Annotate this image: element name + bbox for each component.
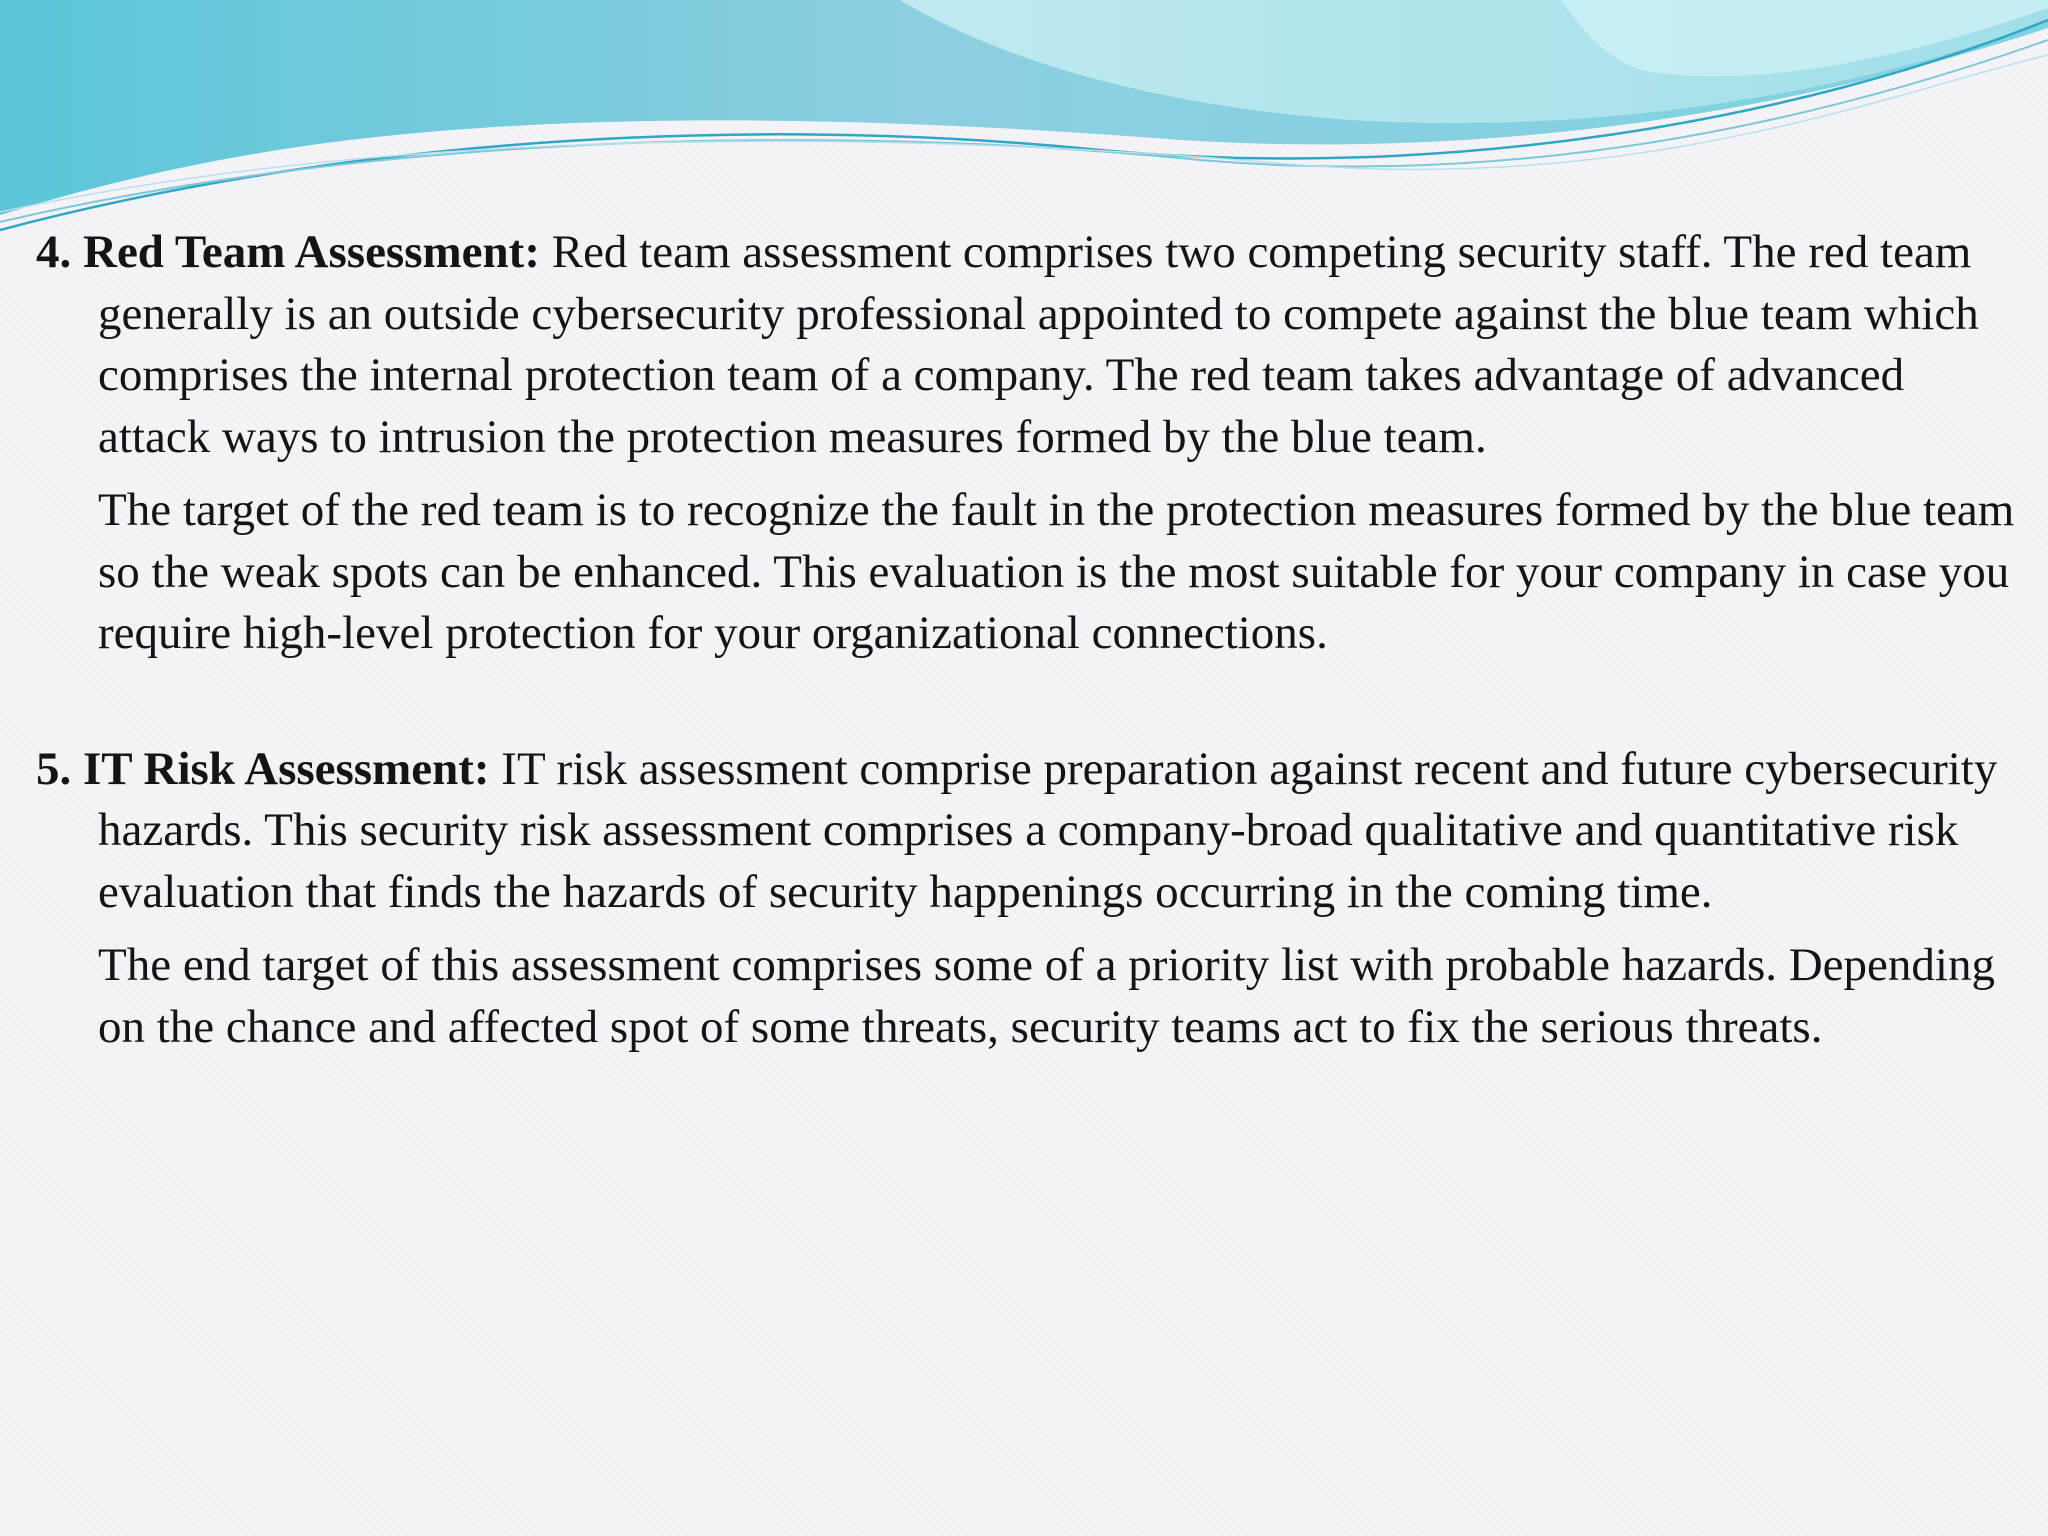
slide-body [36,222,2026,1058]
section-lead-text: IT risk assessment comprise preparation against recent and future cybersecurity hazards. This security risk assessment comprises a company-broad qualitative and quantitative risk evaluation that finds the hazards of security happenings occurring in the coming time. [98,742,1998,918]
section-number: 5. [36,742,72,795]
header-wave-decoration [0,0,2048,240]
section-lead-text: Red team assessment comprises two competing security staff. The red team generally is an outside cybersecurity professional appointed to compete against the blue team which comprises the internal protection team of a company. The red team takes advantage of advanced attack ways to intrusion the protection measures formed by the blue team. [98,226,1979,463]
section-it-risk [36,739,2026,1059]
paragraph-lead [36,222,2026,468]
section-heading: IT Risk Assessment: [83,742,490,795]
paragraph-follow: The target of the red team is to recognize the fault in the protection measures formed by the blue team so the weak spots can be enhanced. This evaluation is the most suitable for your company in case you require high-level protection for your organizational connections. [98,484,2015,659]
section-number: 4. [36,226,72,278]
paragraph-lead [36,739,2026,924]
paragraph-follow: The end target of this assessment comprises some of a priority list with probable hazards. Depending on the chance and affected spot of some threats, security teams act to fix the serious threats. [98,939,1995,1053]
section-red-team [36,222,2026,665]
section-heading: Red Team Assessment: [83,226,540,278]
